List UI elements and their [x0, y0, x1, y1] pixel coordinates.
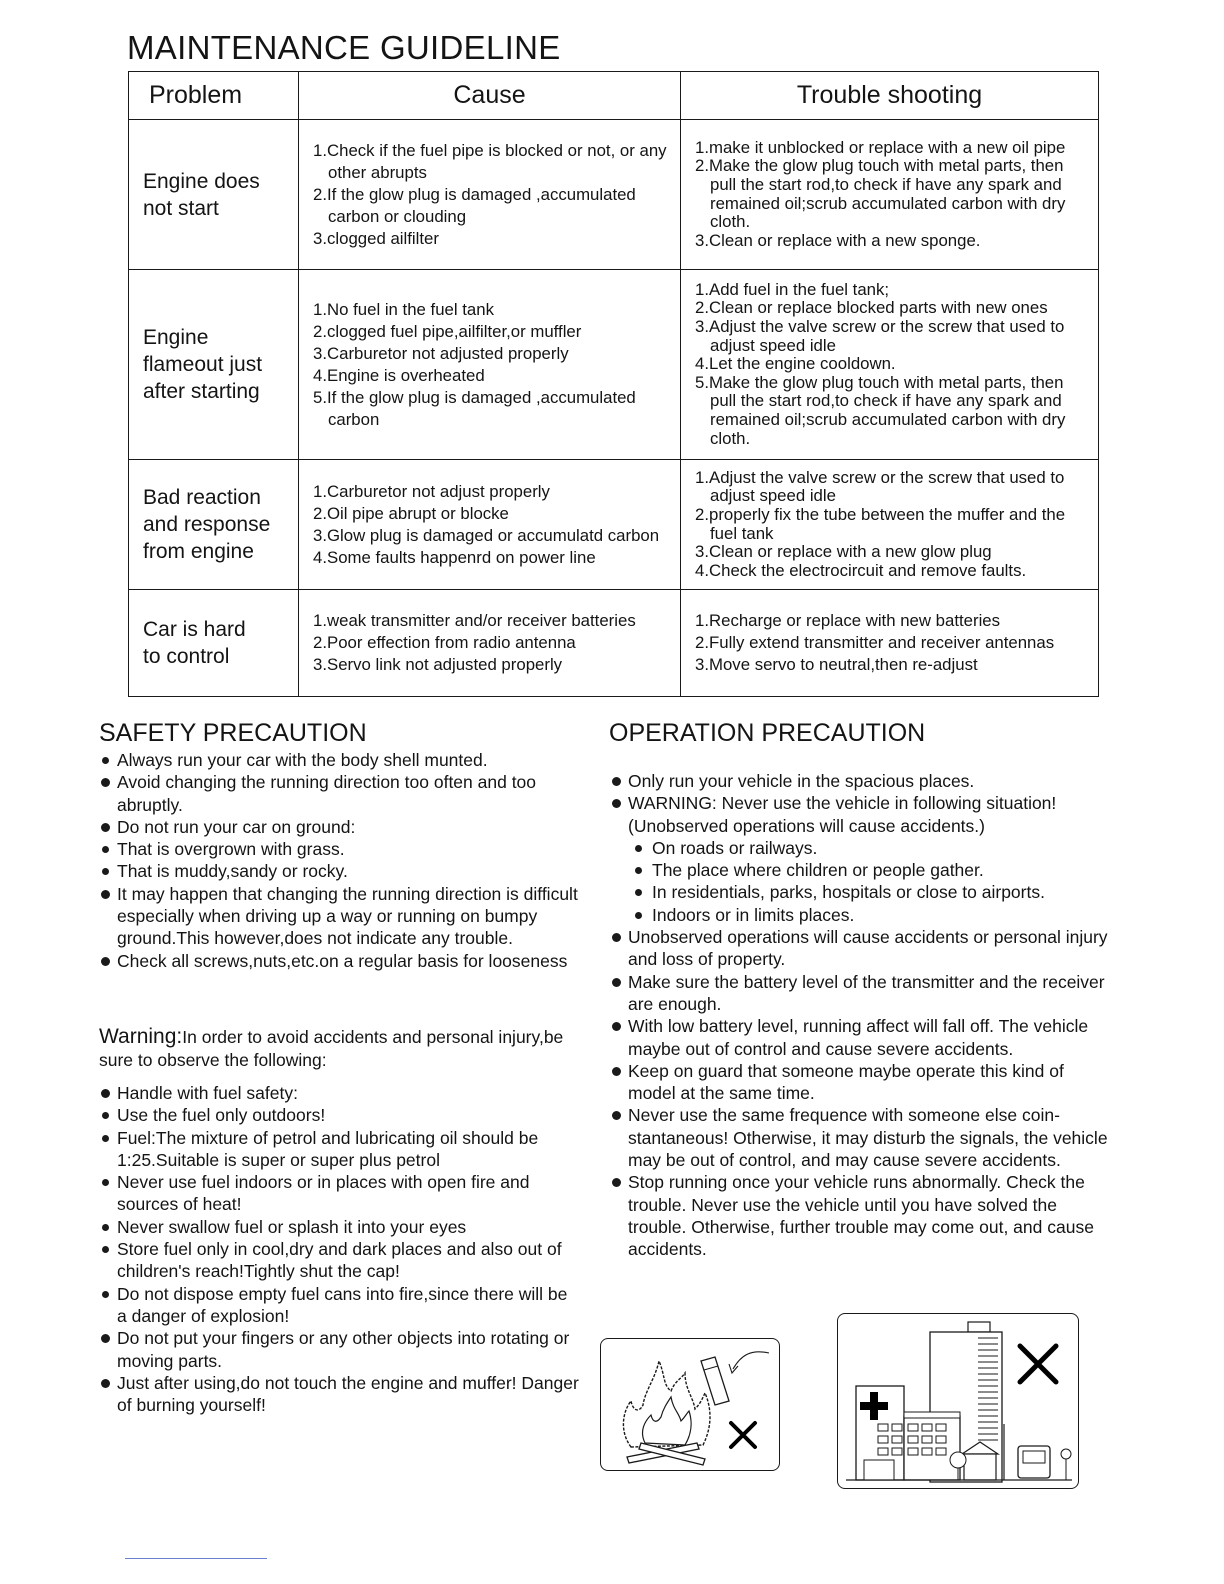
cause-item: 3.Glow plug is damaged or accumulatd carbon	[313, 525, 660, 545]
list-item: Check all screws,nuts,etc.on a regular basis for looseness	[99, 950, 604, 972]
list-item: Indoors or in limits places.	[610, 904, 1115, 926]
problem-line: to control	[143, 645, 230, 668]
cause-item: 2.Oil pipe abrupt or blocke	[313, 503, 509, 523]
fix-cell	[681, 270, 1099, 460]
cause-item: 3.Carburetor not adjusted properly	[313, 343, 569, 363]
page-title: MAINTENANCE GUIDELINE	[127, 29, 561, 66]
list-item: WARNING: Never use the vehicle in following situation! (Unobserved operations will cause accidents.)	[610, 792, 1115, 837]
list-item: Do not dispose empty fuel cans into fire,since there will be a danger of explosion!	[99, 1283, 579, 1328]
cause-item: 3.clogged ailfilter	[313, 228, 439, 248]
list-item: Handle with fuel safety:	[99, 1082, 579, 1104]
fix-item: 1.Add fuel in the fuel tank;	[695, 279, 890, 299]
fix-item: 4.Check the electrocircuit and remove faults.	[695, 560, 1027, 580]
no-fuel-near-fire-icon	[600, 1338, 780, 1471]
cause-item: 1.Carburetor not adjust properly	[313, 481, 550, 501]
problem-cell	[129, 460, 299, 590]
cause-item: 4.Engine is overheated	[313, 365, 485, 385]
cause-cell	[299, 270, 681, 460]
problem-cell	[129, 270, 299, 460]
operation-list	[610, 770, 1115, 1261]
fix-cell	[681, 120, 1099, 270]
list-item: That is overgrown with grass.	[99, 838, 604, 860]
problem-line: from engine	[143, 540, 254, 563]
list-item: That is muddy,sandy or rocky.	[99, 860, 604, 882]
fix-item: 1.Adjust the valve screw or the screw that used to adjust speed idle	[695, 467, 1065, 506]
problem-line: Bad reaction	[143, 486, 261, 509]
cause-cell	[299, 460, 681, 590]
table-header-row	[129, 72, 1099, 120]
list-item: It may happen that changing the running direction is difficult especially when driving up a way or running on bumpy ground.This however,does not indicate any trouble.	[99, 883, 604, 950]
problem-line: Car is hard	[143, 618, 246, 641]
list-item: Store fuel only in cool,dry and dark places and also out of children's reach!Tightly shut the cap!	[99, 1238, 579, 1283]
list-item: Keep on guard that someone maybe operate this kind of model at the same time.	[610, 1060, 1115, 1105]
fix-item: 2.Make the glow plug touch with metal parts, then pull the start rod,to check if have any spark and remained oil;scrub accumulated carbon with dry cloth.	[695, 156, 1066, 232]
problem-cell	[129, 120, 299, 270]
header-problem: Problem	[129, 72, 299, 120]
problem-cell	[129, 590, 299, 697]
safety-precaution-title: SAFETY PRECAUTION	[99, 719, 367, 747]
list-item: With low battery level, running affect will fall off. The vehicle maybe out of control and cause severe accidents.	[610, 1015, 1115, 1060]
footer-rule	[125, 1558, 267, 1559]
warning-label: Warning:	[99, 1025, 183, 1048]
fix-item: 3.Move servo to neutral,then re-adjust	[695, 655, 978, 674]
table-row	[129, 270, 1099, 460]
header-trouble-shooting: Trouble shooting	[681, 72, 1099, 120]
list-item: Always run your car with the body shell munted.	[99, 749, 604, 771]
list-item: Fuel:The mixture of petrol and lubricating oil should be 1:25.Suitable is super or super plus petrol	[99, 1127, 579, 1172]
fix-item: 1.Recharge or replace with new batteries	[695, 611, 1001, 630]
list-item: Unobserved operations will cause accidents or personal injury and loss of property.	[610, 926, 1115, 971]
cause-item: 3.Servo link not adjusted properly	[313, 655, 563, 674]
problem-line: and response	[143, 513, 271, 536]
list-item: Never swallow fuel or splash it into your eyes	[99, 1216, 579, 1238]
list-item: Never use fuel indoors or in places with open fire and sources of heat!	[99, 1171, 579, 1216]
list-item: In residentials, parks, hospitals or close to airports.	[610, 881, 1115, 903]
header-cause: Cause	[299, 72, 681, 120]
list-item: Stop running once your vehicle runs abnormally. Check the trouble. Never use the vehicle until you have solved the trouble. Otherwise, further trouble may come out, and cause accidents.	[610, 1171, 1115, 1260]
problem-line: not start	[143, 196, 219, 220]
cause-item: 2.If the glow plug is damaged ,accumulated carbon or clouding	[313, 184, 636, 226]
cause-item: 5.If the glow plug is damaged ,accumulated carbon	[313, 387, 636, 429]
safety-list	[99, 749, 604, 972]
cause-item: 2.Poor effection from radio antenna	[313, 633, 576, 652]
fix-cell	[681, 460, 1099, 590]
table-row	[129, 460, 1099, 590]
warning-text: In order to avoid accidents and personal injury,be sure to observe the following:	[99, 1027, 564, 1070]
list-item: Do not run your car on ground:	[99, 816, 604, 838]
fix-item: 3.Clean or replace with a new glow plug	[695, 542, 992, 562]
maintenance-table	[128, 71, 1099, 697]
cause-item: 4.Some faults happenrd on power line	[313, 547, 596, 567]
fix-item: 3.Adjust the valve screw or the screw that used to adjust speed idle	[695, 317, 1065, 355]
fix-item: 2.Clean or replace blocked parts with new ones	[695, 298, 1048, 318]
fix-item: 4.Let the engine cooldown.	[695, 354, 896, 374]
cause-cell	[299, 590, 681, 697]
cause-item: 1.Check if the fuel pipe is blocked or not, or any other abrupts	[313, 140, 667, 182]
list-item: Use the fuel only outdoors!	[99, 1104, 579, 1126]
list-item: Just after using,do not touch the engine and muffer! Danger of burning yourself!	[99, 1372, 579, 1417]
fix-item: 5.Make the glow plug touch with metal parts, then pull the start rod,to check if have any spark and remained oil;scrub accumulated carbon with dry cloth.	[695, 372, 1066, 448]
cause-item: 2.clogged fuel pipe,ailfilter,or muffler	[313, 321, 582, 341]
fix-item: 3.Clean or replace with a new sponge.	[695, 230, 981, 250]
list-item: Make sure the battery level of the transmitter and the receiver are enough.	[610, 971, 1115, 1016]
list-item: Do not put your fingers or any other objects into rotating or moving parts.	[99, 1327, 579, 1372]
fuel-safety-list	[99, 1082, 579, 1416]
table-row	[129, 120, 1099, 270]
fix-item: 1.make it unblocked or replace with a new oil pipe	[695, 137, 1066, 157]
fix-item: 2.Fully extend transmitter and receiver antennas	[695, 633, 1055, 652]
problem-line: flameout just	[143, 353, 263, 376]
problem-line: Engine	[143, 326, 209, 349]
fix-cell	[681, 590, 1099, 697]
problem-line: Engine does	[143, 169, 260, 193]
list-item: Only run your vehicle in the spacious places.	[610, 770, 1115, 792]
list-item: On roads or railways.	[610, 837, 1115, 859]
no-use-near-buildings-icon	[837, 1313, 1079, 1489]
warning-paragraph	[99, 1025, 579, 1072]
cause-item: 1.weak transmitter and/or receiver batteries	[313, 611, 636, 630]
operation-precaution-title: OPERATION PRECAUTION	[609, 719, 926, 747]
list-item: Never use the same frequence with someone else coin-stantaneous! Otherwise, it may disturb the signals, the vehicle may be out of control, and may cause severe accidents.	[610, 1104, 1115, 1171]
list-item: Avoid changing the running direction too often and too abruptly.	[99, 771, 604, 816]
fix-item: 2.properly fix the tube between the muffer and the fuel tank	[695, 504, 1066, 543]
list-item: The place where children or people gather.	[610, 859, 1115, 881]
problem-line: after starting	[143, 380, 260, 403]
cause-item: 1.No fuel in the fuel tank	[313, 299, 494, 319]
cause-cell	[299, 120, 681, 270]
table-row	[129, 590, 1099, 697]
